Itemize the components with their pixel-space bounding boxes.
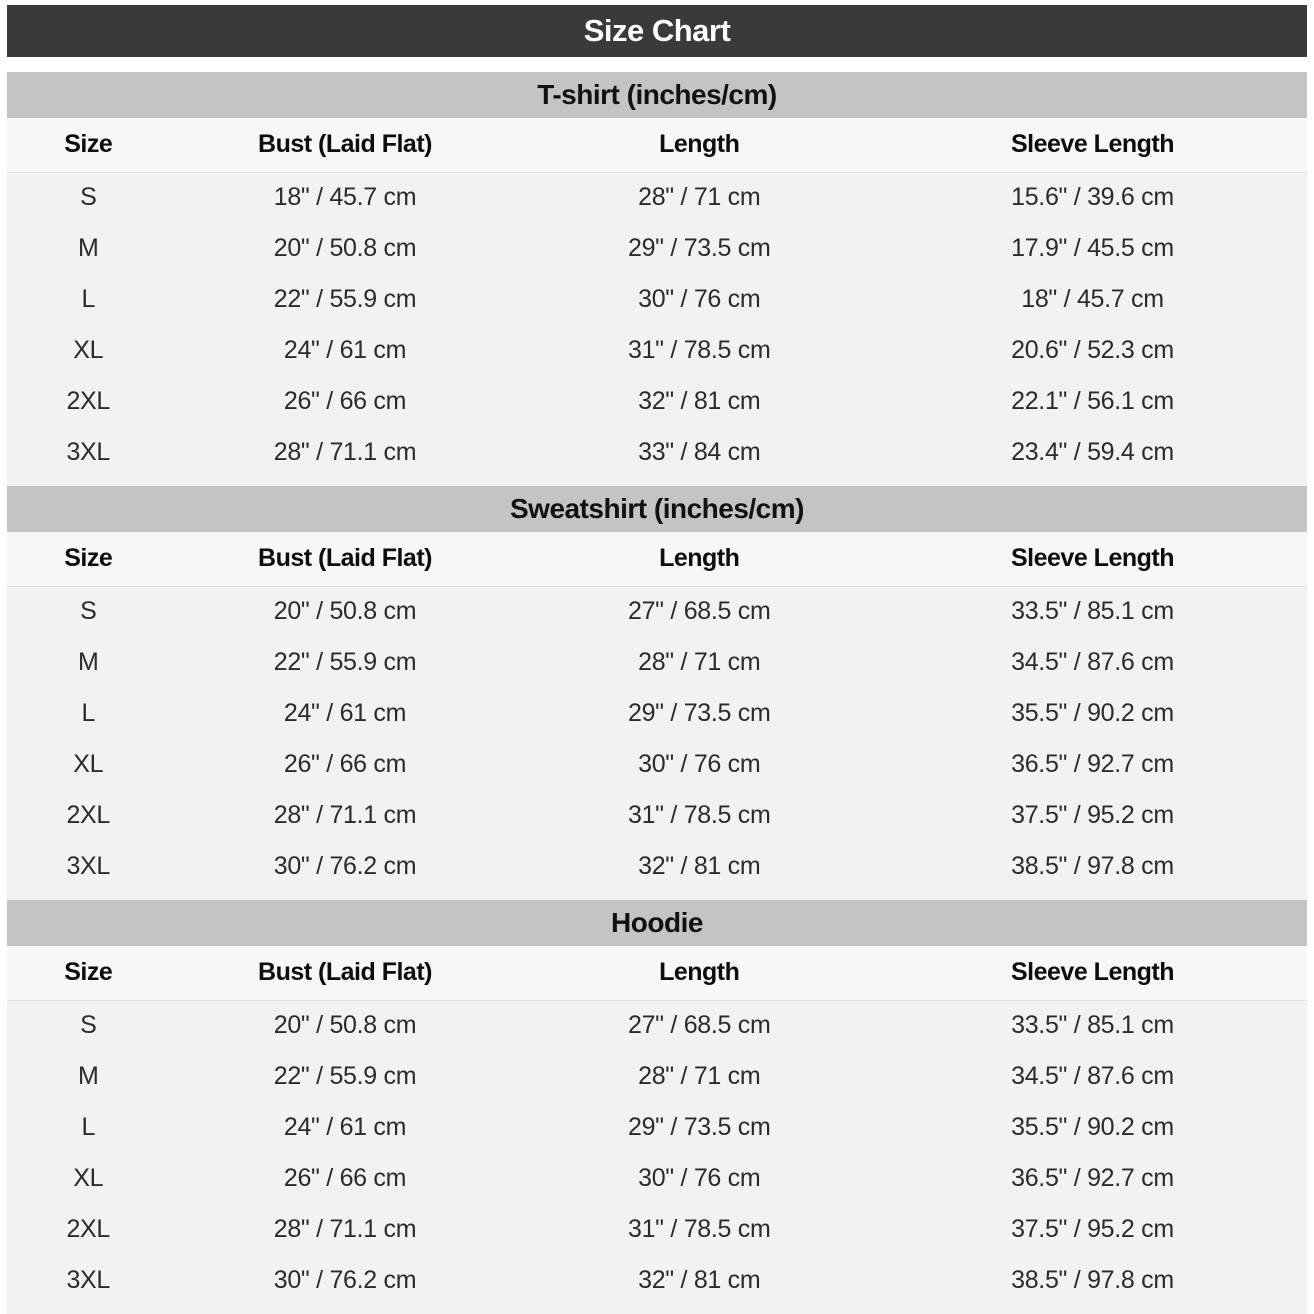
section-title: Hoodie xyxy=(611,907,703,938)
measurement-cell: 15.6" / 39.6 cm xyxy=(1011,183,1174,212)
table-row xyxy=(7,586,1307,637)
measurement-cell: 24" / 61 cm xyxy=(283,336,407,364)
size-cell: XL xyxy=(73,336,104,364)
measurement-cell: 28" / 71.1 cm xyxy=(273,438,417,466)
measurement-cell: 26" / 66 cm xyxy=(283,1164,407,1192)
measurement-cell: 27" / 68.5 cm xyxy=(627,1011,771,1040)
measurement-cell: 30" / 76 cm xyxy=(638,750,761,778)
measurement-cell: 26" / 66 cm xyxy=(283,750,407,778)
measurement-cell: 22" / 55.9 cm xyxy=(273,1062,417,1090)
table-wrap xyxy=(7,118,1307,486)
size-chart-title-bar xyxy=(7,5,1307,57)
measurement-cell: 22.1" / 56.1 cm xyxy=(1011,387,1174,415)
measurement-cell: 32" / 81 cm xyxy=(638,387,761,415)
measurement-cell: 22" / 55.9 cm xyxy=(273,648,417,676)
measurement-cell: 18" / 45.7 cm xyxy=(1021,285,1164,313)
measurement-cell: 37.5" / 95.2 cm xyxy=(1011,801,1174,829)
table-row xyxy=(7,1000,1307,1051)
size-cell: L xyxy=(81,699,96,727)
column-header: Sleeve Length xyxy=(878,532,1307,586)
size-cell: 2XL xyxy=(66,801,111,829)
table-row xyxy=(7,739,1307,790)
measurement-cell: 33" / 84 cm xyxy=(638,438,761,466)
section-title: Sweatshirt (inches/cm) xyxy=(510,493,804,524)
measurement-cell: 29" / 73.5 cm xyxy=(627,699,771,727)
measurement-cell: 38.5" / 97.8 cm xyxy=(1011,1266,1174,1294)
measurement-cell: 29" / 73.5 cm xyxy=(627,234,771,262)
column-header: Sleeve Length xyxy=(878,118,1307,172)
measurement-cell: 34.5" / 87.6 cm xyxy=(1011,1062,1174,1090)
section-header xyxy=(7,72,1307,118)
table-row xyxy=(7,172,1307,223)
measurement-cell: 36.5" / 92.7 cm xyxy=(1011,1164,1174,1192)
size-table-section xyxy=(7,72,1307,486)
size-cell: M xyxy=(77,1062,99,1090)
size-cell: 3XL xyxy=(66,438,111,466)
column-header: Bust (Laid Flat) xyxy=(170,118,521,172)
measurement-cell: 31" / 78.5 cm xyxy=(627,1215,771,1243)
size-cell: L xyxy=(81,1113,96,1141)
column-header-row xyxy=(7,118,1307,172)
table-row xyxy=(7,376,1307,427)
size-cell: S xyxy=(80,1011,97,1040)
column-header: Length xyxy=(521,532,879,586)
measurement-cell: 23.4" / 59.4 cm xyxy=(1011,438,1174,466)
measurement-cell: 20" / 50.8 cm xyxy=(273,597,417,626)
column-header-row xyxy=(7,946,1307,1000)
measurement-cell: 26" / 66 cm xyxy=(283,387,407,415)
size-cell: S xyxy=(80,597,97,626)
table-row xyxy=(7,1051,1307,1102)
size-cell: M xyxy=(77,234,99,262)
measurement-cell: 28" / 71 cm xyxy=(638,648,761,676)
measurement-cell: 24" / 61 cm xyxy=(283,1113,407,1141)
measurement-cell: 28" / 71 cm xyxy=(638,183,761,212)
table-row xyxy=(7,1204,1307,1255)
measurement-cell: 33.5" / 85.1 cm xyxy=(1011,597,1174,626)
column-header: Length xyxy=(521,118,879,172)
section-header xyxy=(7,900,1307,946)
table-wrap xyxy=(7,946,1307,1314)
size-chart-sections xyxy=(7,72,1307,1314)
table-row xyxy=(7,427,1307,478)
table-row xyxy=(7,1153,1307,1204)
measurement-cell: 30" / 76.2 cm xyxy=(273,1266,417,1294)
measurement-cell: 28" / 71.1 cm xyxy=(273,1215,417,1243)
measurement-cell: 18" / 45.7 cm xyxy=(273,183,417,212)
table-row xyxy=(7,1255,1307,1306)
column-header: Length xyxy=(521,946,879,1000)
measurement-cell: 20" / 50.8 cm xyxy=(273,234,417,262)
size-cell: L xyxy=(81,285,96,313)
size-cell: XL xyxy=(73,750,104,778)
measurement-cell: 22" / 55.9 cm xyxy=(273,285,417,313)
column-header: Size xyxy=(7,946,170,1000)
table-row xyxy=(7,637,1307,688)
measurement-cell: 34.5" / 87.6 cm xyxy=(1011,648,1174,676)
column-header: Bust (Laid Flat) xyxy=(170,946,521,1000)
table-row xyxy=(7,223,1307,274)
measurement-cell: 30" / 76 cm xyxy=(638,1164,761,1192)
size-cell: 2XL xyxy=(66,1215,111,1243)
column-header-row xyxy=(7,532,1307,586)
measurement-cell: 17.9" / 45.5 cm xyxy=(1011,234,1174,262)
size-cell: 3XL xyxy=(66,852,111,880)
measurement-cell: 37.5" / 95.2 cm xyxy=(1011,1215,1174,1243)
page-title: Size Chart xyxy=(583,13,731,48)
size-cell: M xyxy=(77,648,99,676)
table-wrap xyxy=(7,532,1307,900)
size-cell: S xyxy=(80,183,97,212)
measurement-cell: 35.5" / 90.2 cm xyxy=(1011,1113,1174,1141)
size-table xyxy=(7,532,1307,892)
measurement-cell: 32" / 81 cm xyxy=(638,1266,761,1294)
size-table-section xyxy=(7,486,1307,900)
measurement-cell: 36.5" / 92.7 cm xyxy=(1011,750,1174,778)
table-row xyxy=(7,790,1307,841)
measurement-cell: 27" / 68.5 cm xyxy=(627,597,771,626)
table-row xyxy=(7,688,1307,739)
size-table xyxy=(7,118,1307,478)
measurement-cell: 30" / 76.2 cm xyxy=(273,852,417,880)
measurement-cell: 33.5" / 85.1 cm xyxy=(1011,1011,1174,1040)
measurement-cell: 32" / 81 cm xyxy=(638,852,761,880)
table-row xyxy=(7,841,1307,892)
measurement-cell: 28" / 71.1 cm xyxy=(273,801,417,829)
section-title: T-shirt (inches/cm) xyxy=(537,79,777,110)
measurement-cell: 31" / 78.5 cm xyxy=(627,336,771,364)
measurement-cell: 28" / 71 cm xyxy=(638,1062,761,1090)
measurement-cell: 20" / 50.8 cm xyxy=(273,1011,417,1040)
measurement-cell: 29" / 73.5 cm xyxy=(627,1113,771,1141)
section-header xyxy=(7,486,1307,532)
column-header: Size xyxy=(7,532,170,586)
measurement-cell: 38.5" / 97.8 cm xyxy=(1011,852,1174,880)
column-header: Sleeve Length xyxy=(878,946,1307,1000)
size-table xyxy=(7,946,1307,1306)
size-cell: XL xyxy=(73,1164,104,1192)
table-row xyxy=(7,1102,1307,1153)
size-cell: 3XL xyxy=(66,1266,111,1294)
measurement-cell: 24" / 61 cm xyxy=(283,699,407,727)
column-header: Bust (Laid Flat) xyxy=(170,532,521,586)
size-table-section xyxy=(7,900,1307,1314)
measurement-cell: 30" / 76 cm xyxy=(638,285,761,313)
size-cell: 2XL xyxy=(66,387,111,415)
measurement-cell: 20.6" / 52.3 cm xyxy=(1011,336,1174,364)
column-header: Size xyxy=(7,118,170,172)
measurement-cell: 35.5" / 90.2 cm xyxy=(1011,699,1174,727)
table-row xyxy=(7,274,1307,325)
measurement-cell: 31" / 78.5 cm xyxy=(627,801,771,829)
table-row xyxy=(7,325,1307,376)
